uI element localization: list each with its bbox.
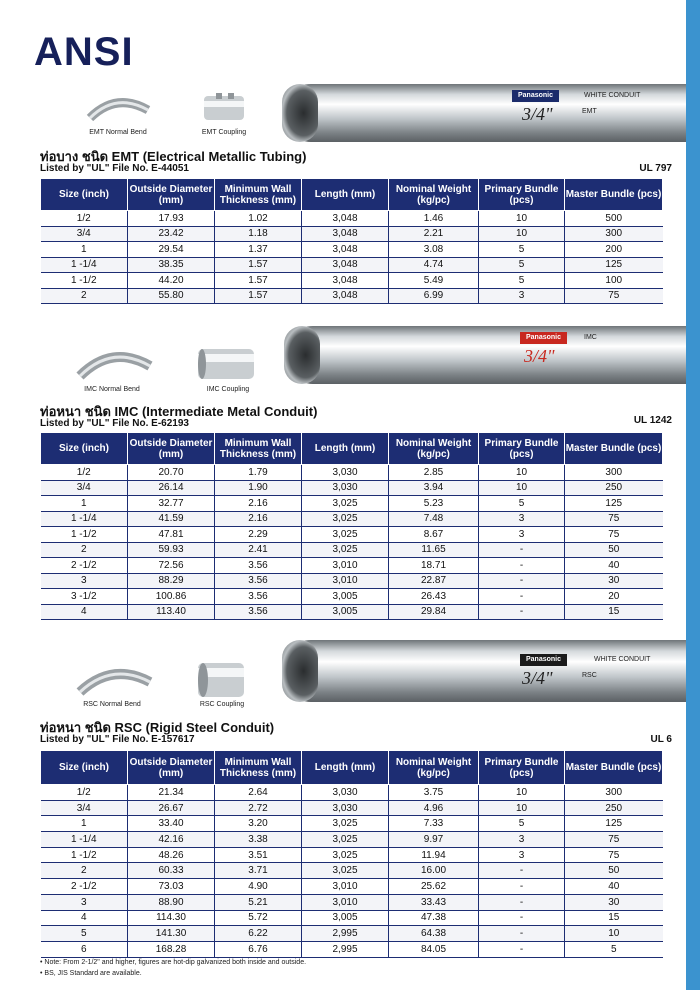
table-cell: 10 bbox=[479, 226, 565, 242]
table-cell: 5 bbox=[479, 816, 565, 832]
table-cell: 2.85 bbox=[389, 465, 479, 481]
table-row bbox=[41, 257, 663, 273]
table-cell: 3,048 bbox=[302, 273, 389, 289]
table-cell: 3 bbox=[479, 832, 565, 848]
table-cell: 3,025 bbox=[302, 527, 389, 543]
table-cell: 1.90 bbox=[215, 480, 302, 496]
table-cell: 3,005 bbox=[302, 604, 389, 620]
table-cell: 3,010 bbox=[302, 573, 389, 589]
table-cell: 1 -1/4 bbox=[41, 832, 128, 848]
table-cell: 10 bbox=[479, 480, 565, 496]
table-cell: 3 bbox=[479, 527, 565, 543]
table-cell: 26.67 bbox=[128, 800, 215, 816]
table-cell: 300 bbox=[565, 465, 663, 481]
table-cell: 50 bbox=[565, 542, 663, 558]
table-cell: 3,048 bbox=[302, 211, 389, 227]
table-cell: 2 bbox=[41, 542, 128, 558]
table-row bbox=[41, 941, 663, 957]
table-cell: 3 bbox=[479, 288, 565, 304]
table-cell: 125 bbox=[565, 257, 663, 273]
table-cell: 3,025 bbox=[302, 542, 389, 558]
table-cell: 4 bbox=[41, 604, 128, 620]
table-row bbox=[41, 226, 663, 242]
table-cell: 2,995 bbox=[302, 926, 389, 942]
table-cell: 30 bbox=[565, 894, 663, 910]
table-row bbox=[41, 589, 663, 605]
table-cell: 21.34 bbox=[128, 785, 215, 801]
table-cell: 300 bbox=[565, 785, 663, 801]
table-row bbox=[41, 879, 663, 895]
table-cell: - bbox=[479, 863, 565, 879]
table-cell: 10 bbox=[479, 785, 565, 801]
table-cell: 2.29 bbox=[215, 527, 302, 543]
table-cell: 6.99 bbox=[389, 288, 479, 304]
table-cell: 64.38 bbox=[389, 926, 479, 942]
table-cell: 3,030 bbox=[302, 785, 389, 801]
imc-coupling-caption: IMC Coupling bbox=[206, 386, 250, 393]
table-cell: 1.57 bbox=[215, 273, 302, 289]
table-cell: 1 -1/4 bbox=[41, 257, 128, 273]
table-cell: 10 bbox=[479, 465, 565, 481]
table-cell: 33.43 bbox=[389, 894, 479, 910]
table-cell: 40 bbox=[565, 879, 663, 895]
table-cell: 26.14 bbox=[128, 480, 215, 496]
table-row bbox=[41, 273, 663, 289]
emt-pipe-image bbox=[282, 84, 686, 142]
table-cell: 7.33 bbox=[389, 816, 479, 832]
table-cell: 1 -1/2 bbox=[41, 527, 128, 543]
table-cell: - bbox=[479, 589, 565, 605]
table-cell: 1/2 bbox=[41, 465, 128, 481]
table-cell: - bbox=[479, 604, 565, 620]
col-header-size: Size (inch) bbox=[41, 433, 128, 465]
col-header-outside-diameter: Outside Diameter (mm) bbox=[128, 751, 215, 785]
table-cell: 10 bbox=[479, 211, 565, 227]
table-cell: 3,025 bbox=[302, 847, 389, 863]
table-cell: 3,010 bbox=[302, 879, 389, 895]
table-cell: 3,048 bbox=[302, 226, 389, 242]
col-header-master-bundle: Master Bundle (pcs) bbox=[565, 179, 663, 211]
pipe-print-label: WHITE CONDUIT bbox=[584, 92, 641, 99]
table-cell: 125 bbox=[565, 816, 663, 832]
col-header-master-bundle: Master Bundle (pcs) bbox=[565, 433, 663, 465]
table-cell: 9.97 bbox=[389, 832, 479, 848]
table-cell: 60.33 bbox=[128, 863, 215, 879]
table-cell: 2 -1/2 bbox=[41, 879, 128, 895]
table-cell: 3,010 bbox=[302, 894, 389, 910]
table-cell: 5 bbox=[41, 926, 128, 942]
emt-spec-table bbox=[40, 178, 663, 304]
table-cell: 29.84 bbox=[389, 604, 479, 620]
table-cell: - bbox=[479, 542, 565, 558]
table-cell: 4.74 bbox=[389, 257, 479, 273]
table-cell: 3.75 bbox=[389, 785, 479, 801]
table-cell: 72.56 bbox=[128, 558, 215, 574]
table-cell: 10 bbox=[479, 800, 565, 816]
col-header-wall-thickness: Minimum Wall Thickness (mm) bbox=[215, 179, 302, 211]
table-cell: 125 bbox=[565, 496, 663, 512]
pipe-print-label: IMC bbox=[584, 334, 597, 341]
table-cell: 40 bbox=[565, 558, 663, 574]
rsc-bend-image bbox=[76, 660, 156, 700]
table-cell: 75 bbox=[565, 832, 663, 848]
table-cell: 3 bbox=[479, 847, 565, 863]
table-row bbox=[41, 573, 663, 589]
imc-coupling-image bbox=[196, 346, 256, 382]
table-cell: 29.54 bbox=[128, 242, 215, 258]
table-cell: 15 bbox=[565, 604, 663, 620]
table-cell: 1/2 bbox=[41, 211, 128, 227]
emt-ul-standard: UL 797 bbox=[639, 163, 672, 174]
page-edge bbox=[686, 0, 700, 990]
table-cell: 7.48 bbox=[389, 511, 479, 527]
pipe-brand-label: Panasonic bbox=[520, 654, 567, 666]
table-cell: 22.87 bbox=[389, 573, 479, 589]
table-cell: 47.81 bbox=[128, 527, 215, 543]
table-cell: - bbox=[479, 558, 565, 574]
table-cell: 3/4 bbox=[41, 800, 128, 816]
col-header-primary-bundle: Primary Bundle (pcs) bbox=[479, 179, 565, 211]
table-cell: 3.56 bbox=[215, 604, 302, 620]
table-cell: 250 bbox=[565, 480, 663, 496]
col-header-outside-diameter: Outside Diameter (mm) bbox=[128, 433, 215, 465]
table-cell: 42.16 bbox=[128, 832, 215, 848]
table-row bbox=[41, 894, 663, 910]
table-cell: 2,995 bbox=[302, 941, 389, 957]
table-cell: 38.35 bbox=[128, 257, 215, 273]
table-cell: 5.49 bbox=[389, 273, 479, 289]
table-cell: 4.90 bbox=[215, 879, 302, 895]
table-cell: 6 bbox=[41, 941, 128, 957]
table-row bbox=[41, 847, 663, 863]
table-row bbox=[41, 511, 663, 527]
table-cell: 3 bbox=[479, 511, 565, 527]
table-row bbox=[41, 832, 663, 848]
table-cell: 3.71 bbox=[215, 863, 302, 879]
table-cell: - bbox=[479, 941, 565, 957]
table-row bbox=[41, 527, 663, 543]
table-cell: 3,030 bbox=[302, 465, 389, 481]
table-cell: 2.16 bbox=[215, 496, 302, 512]
rsc-coupling-caption: RSC Coupling bbox=[199, 701, 245, 708]
table-cell: - bbox=[479, 879, 565, 895]
imc-bend-caption: IMC Normal Bend bbox=[84, 386, 140, 393]
col-header-length: Length (mm) bbox=[302, 433, 389, 465]
table-row bbox=[41, 288, 663, 304]
table-cell: 25.62 bbox=[389, 879, 479, 895]
imc-bend-image bbox=[76, 342, 156, 386]
table-cell: 59.93 bbox=[128, 542, 215, 558]
table-cell: 5.72 bbox=[215, 910, 302, 926]
table-cell: 3.56 bbox=[215, 558, 302, 574]
table-cell: - bbox=[479, 910, 565, 926]
table-cell: 100 bbox=[565, 273, 663, 289]
col-header-length: Length (mm) bbox=[302, 751, 389, 785]
col-header-weight: Nominal Weight (kg/pc) bbox=[389, 751, 479, 785]
table-cell: 75 bbox=[565, 288, 663, 304]
col-header-weight: Nominal Weight (kg/pc) bbox=[389, 179, 479, 211]
pipe-size-marking: 3/4" bbox=[524, 346, 555, 366]
emt-section-title: ท่อบาง ชนิด EMT (Electrical Metallic Tubing) bbox=[40, 149, 307, 164]
table-cell: 3,025 bbox=[302, 832, 389, 848]
col-header-outside-diameter: Outside Diameter (mm) bbox=[128, 179, 215, 211]
table-cell: 75 bbox=[565, 847, 663, 863]
table-cell: 3,005 bbox=[302, 589, 389, 605]
rsc-ul-standard: UL 6 bbox=[650, 734, 672, 745]
table-cell: 48.26 bbox=[128, 847, 215, 863]
table-cell: 3,030 bbox=[302, 800, 389, 816]
table-cell: 1.46 bbox=[389, 211, 479, 227]
table-cell: 1 -1/2 bbox=[41, 273, 128, 289]
table-cell: 75 bbox=[565, 511, 663, 527]
table-cell: 250 bbox=[565, 800, 663, 816]
table-cell: 141.30 bbox=[128, 926, 215, 942]
table-cell: 88.29 bbox=[128, 573, 215, 589]
table-cell: 2 -1/2 bbox=[41, 558, 128, 574]
table-cell: 18.71 bbox=[389, 558, 479, 574]
table-row bbox=[41, 910, 663, 926]
table-cell: 3.08 bbox=[389, 242, 479, 258]
table-cell: 3,048 bbox=[302, 257, 389, 273]
table-cell: 8.67 bbox=[389, 527, 479, 543]
table-cell: 84.05 bbox=[389, 941, 479, 957]
imc-pipe-image bbox=[284, 326, 686, 384]
col-header-length: Length (mm) bbox=[302, 179, 389, 211]
table-row bbox=[41, 863, 663, 879]
table-cell: 4.96 bbox=[389, 800, 479, 816]
table-row bbox=[41, 785, 663, 801]
table-row bbox=[41, 496, 663, 512]
table-cell: 20.70 bbox=[128, 465, 215, 481]
table-cell: 2.41 bbox=[215, 542, 302, 558]
table-cell: 33.40 bbox=[128, 816, 215, 832]
table-cell: 1/2 bbox=[41, 785, 128, 801]
imc-spec-table bbox=[40, 432, 663, 620]
imc-section-title: ท่อหนา ชนิด IMC (Intermediate Metal Conduit) bbox=[40, 404, 318, 419]
table-cell: 3.51 bbox=[215, 847, 302, 863]
table-cell: 20 bbox=[565, 589, 663, 605]
rsc-spec-table bbox=[40, 750, 663, 958]
table-cell: 3 -1/2 bbox=[41, 589, 128, 605]
table-row bbox=[41, 542, 663, 558]
table-cell: 3 bbox=[41, 573, 128, 589]
emt-coupling-image bbox=[202, 92, 246, 124]
table-cell: 3.94 bbox=[389, 480, 479, 496]
table-row bbox=[41, 816, 663, 832]
table-cell: 3.56 bbox=[215, 573, 302, 589]
col-header-primary-bundle: Primary Bundle (pcs) bbox=[479, 751, 565, 785]
table-cell: 3,025 bbox=[302, 816, 389, 832]
table-row bbox=[41, 604, 663, 620]
table-cell: 1.18 bbox=[215, 226, 302, 242]
table-row bbox=[41, 211, 663, 227]
rsc-coupling-image bbox=[196, 660, 246, 700]
table-row bbox=[41, 800, 663, 816]
table-cell: 3 bbox=[41, 894, 128, 910]
page-title: ANSI bbox=[34, 30, 134, 74]
table-row bbox=[41, 926, 663, 942]
pipe-brand-label: Panasonic bbox=[520, 332, 567, 344]
table-cell: 44.20 bbox=[128, 273, 215, 289]
table-cell: 6.76 bbox=[215, 941, 302, 957]
table-cell: 5 bbox=[479, 496, 565, 512]
table-cell: 3,025 bbox=[302, 511, 389, 527]
table-cell: 1 -1/4 bbox=[41, 511, 128, 527]
note-standards: • BS, JIS Standard are available. bbox=[40, 970, 142, 977]
pipe-type-marking: RSC bbox=[582, 672, 597, 679]
table-cell: 5 bbox=[479, 273, 565, 289]
table-cell: 23.42 bbox=[128, 226, 215, 242]
pipe-size-marking: 3/4" bbox=[522, 668, 553, 688]
table-cell: 113.40 bbox=[128, 604, 215, 620]
table-cell: 3,025 bbox=[302, 496, 389, 512]
table-cell: 3,048 bbox=[302, 242, 389, 258]
table-cell: 10 bbox=[565, 926, 663, 942]
rsc-pipe-image bbox=[282, 640, 686, 702]
pipe-opening bbox=[282, 84, 318, 142]
table-cell: 3,010 bbox=[302, 558, 389, 574]
table-cell: 3/4 bbox=[41, 480, 128, 496]
emt-coupling-caption: EMT Coupling bbox=[201, 129, 247, 136]
table-cell: 2.72 bbox=[215, 800, 302, 816]
table-cell: 15 bbox=[565, 910, 663, 926]
col-header-size: Size (inch) bbox=[41, 751, 128, 785]
imc-ul-standard: UL 1242 bbox=[633, 415, 672, 426]
table-cell: 3/4 bbox=[41, 226, 128, 242]
table-cell: 41.59 bbox=[128, 511, 215, 527]
imc-listing-note: Listed by "UL" File No. E-62193 bbox=[40, 418, 189, 429]
table-cell: 26.43 bbox=[389, 589, 479, 605]
col-header-primary-bundle: Primary Bundle (pcs) bbox=[479, 433, 565, 465]
table-cell: 200 bbox=[565, 242, 663, 258]
col-header-wall-thickness: Minimum Wall Thickness (mm) bbox=[215, 433, 302, 465]
rsc-section-title: ท่อหนา ชนิด RSC (Rigid Steel Conduit) bbox=[40, 720, 275, 735]
table-cell: 55.80 bbox=[128, 288, 215, 304]
table-cell: 5.21 bbox=[215, 894, 302, 910]
pipe-brand-label: Panasonic bbox=[512, 90, 559, 102]
table-cell: 1.02 bbox=[215, 211, 302, 227]
table-cell: 1.79 bbox=[215, 465, 302, 481]
pipe-opening bbox=[284, 326, 320, 384]
table-cell: 75 bbox=[565, 527, 663, 543]
table-cell: 50 bbox=[565, 863, 663, 879]
table-cell: 5 bbox=[565, 941, 663, 957]
table-cell: 16.00 bbox=[389, 863, 479, 879]
pipe-opening bbox=[282, 640, 318, 702]
table-cell: 1 bbox=[41, 496, 128, 512]
pipe-type-marking: EMT bbox=[582, 108, 597, 115]
table-cell: 3.20 bbox=[215, 816, 302, 832]
table-row bbox=[41, 480, 663, 496]
table-row bbox=[41, 558, 663, 574]
table-cell: 73.03 bbox=[128, 879, 215, 895]
table-cell: 47.38 bbox=[389, 910, 479, 926]
table-cell: 2 bbox=[41, 288, 128, 304]
rsc-listing-note: Listed by "UL" File No. E-157617 bbox=[40, 734, 195, 745]
col-header-size: Size (inch) bbox=[41, 179, 128, 211]
table-cell: 32.77 bbox=[128, 496, 215, 512]
table-cell: 3.38 bbox=[215, 832, 302, 848]
table-cell: 1.37 bbox=[215, 242, 302, 258]
rsc-bend-caption: RSC Normal Bend bbox=[83, 701, 141, 708]
table-cell: 1 bbox=[41, 816, 128, 832]
table-cell: 300 bbox=[565, 226, 663, 242]
table-cell: 168.28 bbox=[128, 941, 215, 957]
emt-bend-caption: EMT Normal Bend bbox=[89, 129, 147, 136]
table-cell: 1 bbox=[41, 242, 128, 258]
table-cell: 5 bbox=[479, 242, 565, 258]
table-cell: 1.57 bbox=[215, 257, 302, 273]
col-header-wall-thickness: Minimum Wall Thickness (mm) bbox=[215, 751, 302, 785]
table-cell: 3,005 bbox=[302, 910, 389, 926]
table-cell: 30 bbox=[565, 573, 663, 589]
table-cell: 2.21 bbox=[389, 226, 479, 242]
pipe-size-marking: 3/4" bbox=[522, 104, 553, 124]
table-cell: 2.64 bbox=[215, 785, 302, 801]
col-header-master-bundle: Master Bundle (pcs) bbox=[565, 751, 663, 785]
table-cell: - bbox=[479, 926, 565, 942]
table-cell: 3,025 bbox=[302, 863, 389, 879]
table-cell: 3.56 bbox=[215, 589, 302, 605]
table-cell: - bbox=[479, 573, 565, 589]
table-cell: 3,030 bbox=[302, 480, 389, 496]
table-cell: 5.23 bbox=[389, 496, 479, 512]
table-cell: 2.16 bbox=[215, 511, 302, 527]
table-cell: 1 -1/2 bbox=[41, 847, 128, 863]
table-cell: 3,048 bbox=[302, 288, 389, 304]
table-cell: 114.30 bbox=[128, 910, 215, 926]
table-cell: 500 bbox=[565, 211, 663, 227]
table-cell: 17.93 bbox=[128, 211, 215, 227]
table-cell: - bbox=[479, 894, 565, 910]
table-cell: 2 bbox=[41, 863, 128, 879]
note-galvanized: • Note: From 2-1/2" and higher, figures are hot-dip galvanized both inside and outside. bbox=[40, 959, 307, 966]
table-cell: 5 bbox=[479, 257, 565, 273]
footnotes bbox=[40, 957, 306, 979]
table-cell: 6.22 bbox=[215, 926, 302, 942]
table-cell: 88.90 bbox=[128, 894, 215, 910]
table-row bbox=[41, 465, 663, 481]
table-cell: 100.86 bbox=[128, 589, 215, 605]
col-header-weight: Nominal Weight (kg/pc) bbox=[389, 433, 479, 465]
pipe-print-label: WHITE CONDUIT bbox=[594, 656, 651, 663]
emt-bend-image bbox=[86, 88, 156, 128]
table-cell: 4 bbox=[41, 910, 128, 926]
emt-listing-note: Listed by "UL" File No. E-44051 bbox=[40, 163, 189, 174]
table-cell: 11.65 bbox=[389, 542, 479, 558]
table-cell: 11.94 bbox=[389, 847, 479, 863]
table-cell: 1.57 bbox=[215, 288, 302, 304]
table-row bbox=[41, 242, 663, 258]
